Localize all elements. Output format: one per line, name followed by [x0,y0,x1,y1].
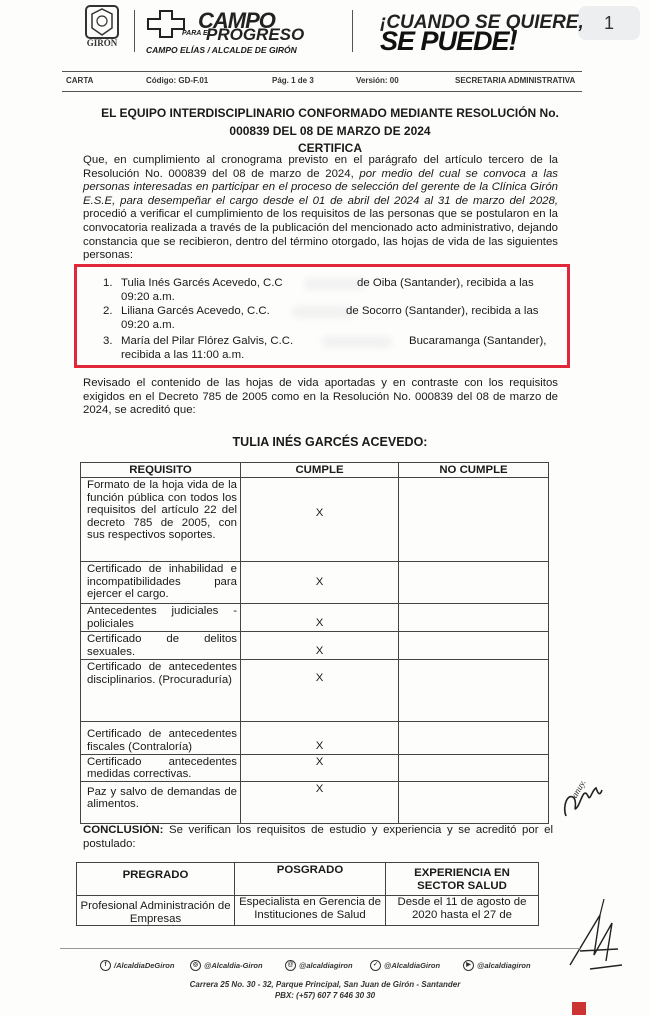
header-divider [352,10,353,52]
requisito-cell: Certificado de delitos sexuales. [81,632,241,660]
person-2-name: Liliana Garcés Acevedo, C.C. [121,305,270,317]
person-1-time: 09:20 a.m. [121,291,175,303]
footer-rule [60,948,580,949]
header-divider [134,10,135,52]
cumple-cell: X [241,781,399,823]
requirements-table [80,462,549,824]
experiencia-cell: Desde el 11 de agosto de 2020 hasta el 27 de [386,896,539,926]
twitter-icon: ✓ [370,960,381,971]
person-3-name: María del Pilar Flórez Galvis, C.C. [121,335,294,347]
social-threads[interactable]: @ @alcaldiagiron [285,960,353,971]
person-1-name: Tulia Inés Garcés Acevedo, C.C [121,277,283,289]
cumple-cell: X [241,562,399,604]
person-1-place: de Oiba (Santander), recibida a las [357,277,534,289]
no-cumple-cell [399,604,549,632]
no-cumple-cell [399,722,549,754]
table-row [81,781,549,823]
conclusion-label: CONCLUSIÓN: [83,824,164,836]
page-number-badge: 1 [578,6,640,40]
person-2-place: de Socorro (Santander), recibida a las [346,305,539,317]
footer-address: Carrera 25 No. 30 - 32, Parque Principal, San Juan de Girón - Santander [189,980,461,989]
campo-progreso-logo [146,8,346,56]
person-2-time: 09:20 a.m. [121,319,175,331]
cross-icon [146,9,186,39]
col-header-no-cumple: NO CUMPLE [399,463,549,478]
margin-initials-signature [558,776,608,826]
review-paragraph: Revisado el contenido de las hojas de vida aportadas y en contraste con los requisitos exigidos en el Decreto 785 de 2005 como en la Resolución No. 000839 del 08 de marzo de 2024, se acreditó que: [83,377,558,417]
corner-mark [572,1002,586,1015]
table-row [81,754,549,781]
meta-codigo: Código: GD-F.01 [146,76,209,85]
cumple-cell: X [241,660,399,722]
campo-word: CAMPO [198,8,275,33]
facebook-icon: f [100,960,111,971]
campo-subtitle: CAMPO ELÍAS / ALCALDE DE GIRÓN [146,45,297,55]
initials-text: anuy. [569,777,588,800]
cumple-cell: X [241,478,399,562]
meta-bottom-rule [62,91,582,92]
requisito-cell: Certificado de inhabilidad e incompatibilidades para ejercer el cargo. [81,562,241,604]
redaction-blur [292,306,354,318]
threads-icon: @ [285,960,296,971]
meta-pagina: Pág. 1 de 3 [272,76,314,85]
posgrado-cell: Especialista en Gerencia de Instituciones de Salud [235,896,386,926]
requisito-cell: Formato de la hoja vida de la función pública con todos los requisitos del artículo 22 del decreto 785 de 2005, con sus respectivos soportes. [81,478,241,562]
slogan-line2: SE PUEDE! [380,26,517,56]
requisito-cell: Certificado antecedentes medidas correctivas. [81,754,241,781]
table-row [81,562,549,604]
person-3-time: recibida a las 11:00 a.m. [121,349,245,361]
title-line2: 000839 DEL 08 DE MARZO DE 2024 [229,124,431,138]
table-row [81,660,549,722]
requisito-cell: Antecedentes judiciales - policiales [81,604,241,632]
slogan-line1: ¡CUANDO SE QUIERE, [380,12,584,33]
conclusion-paragraph: CONCLUSIÓN: Se verifican los requisitos de estudio y experiencia y se acreditó por el postulado: [83,824,553,850]
meta-carta: CARTA [66,76,94,85]
cumple-cell: X [241,722,399,754]
title-line1: EL EQUIPO INTERDISCIPLINARIO CONFORMADO MEDIANTE RESOLUCIÓN No. [101,106,559,120]
requisito-cell: Paz y salvo de demandas de alimentos. [81,781,241,823]
meta-secretaria: SECRETARIA ADMINISTRATIVA [455,76,576,85]
no-cumple-cell [399,478,549,562]
redaction-blur [322,336,392,348]
col-header-experiencia: EXPERIENCIA EN SECTOR SALUD [386,863,539,896]
youtube-icon: ▶ [463,960,474,971]
person-1-num: 1. [103,277,113,289]
table-row [81,722,549,754]
table-row [77,896,539,926]
seal-label: GIRÓN [86,38,118,48]
col-header-pregrado: PREGRADO [77,863,235,896]
social-instagram[interactable]: ◎ @Alcaldia-Giron [190,960,263,971]
candidate-heading: TULIA INÉS GARCÉS ACEVEDO: [232,435,428,449]
requisito-cell: Certificado de antecedentes disciplinarios. (Procuraduría) [81,660,241,722]
requisito-cell: Certificado de antecedentes fiscales (Contraloría) [81,722,241,754]
signature-scribble [560,895,630,975]
footer-phone: PBX: (+57) 607 7 646 30 30 [274,991,376,1000]
person-2-num: 2. [103,305,113,317]
progreso-word: PROGRESO [206,25,305,44]
pregrado-cell: Profesional Administración de Empresas [77,896,235,926]
cumple-cell: X [241,632,399,660]
conclusion-table [76,862,539,926]
col-header-posgrado: POSGRADO [235,863,386,896]
person-3-place: Bucaramanga (Santander), [409,335,547,347]
no-cumple-cell [399,562,549,604]
social-youtube[interactable]: ▶ @alcaldiagiron [463,960,531,971]
intro-paragraph: Que, en cumplimiento al cronograma previsto en el parágrafo del artículo tercero de la Resolución No. 000839 del 08 de marzo de 2024, por medio del cual se convoca a las personas interesadas en participar en el proceso de selección del gerente de la Clínica Girón E.S.E, para desempeñar el cargo desde el 01 de abril del 2024 al 31 de marzo del 2028, procedió a verificar el cumplimiento de los requisitos de las personas que se postularon en la convocatoria realizada a través de la publicación del mencionado acto administrativo, dejando constancia que se recibieron, dentro del término otorgado, las hojas de vida de las siguientes personas: [83,154,558,262]
certifica-heading: CERTIFICA [298,141,362,155]
table-row [81,632,549,660]
no-cumple-cell [399,632,549,660]
cumple-cell: X [241,604,399,632]
meta-top-rule [62,71,582,72]
cumple-cell: X [241,754,399,781]
meta-version: Versión: 00 [356,76,399,85]
table-row [81,478,549,562]
social-twitter[interactable]: ✓ @AlcaldiaGiron [370,960,440,971]
no-cumple-cell [399,660,549,722]
no-cumple-cell [399,781,549,823]
seal-icon [80,4,124,42]
social-facebook[interactable]: f /AlcaldiaDeGiron [100,960,174,971]
table-row [81,604,549,632]
para-el: PARA EL [182,30,212,37]
person-3-num: 3. [103,335,113,347]
col-header-requisito: REQUISITO [81,463,241,478]
instagram-icon: ◎ [190,960,201,971]
col-header-cumple: CUMPLE [241,463,399,478]
no-cumple-cell [399,754,549,781]
